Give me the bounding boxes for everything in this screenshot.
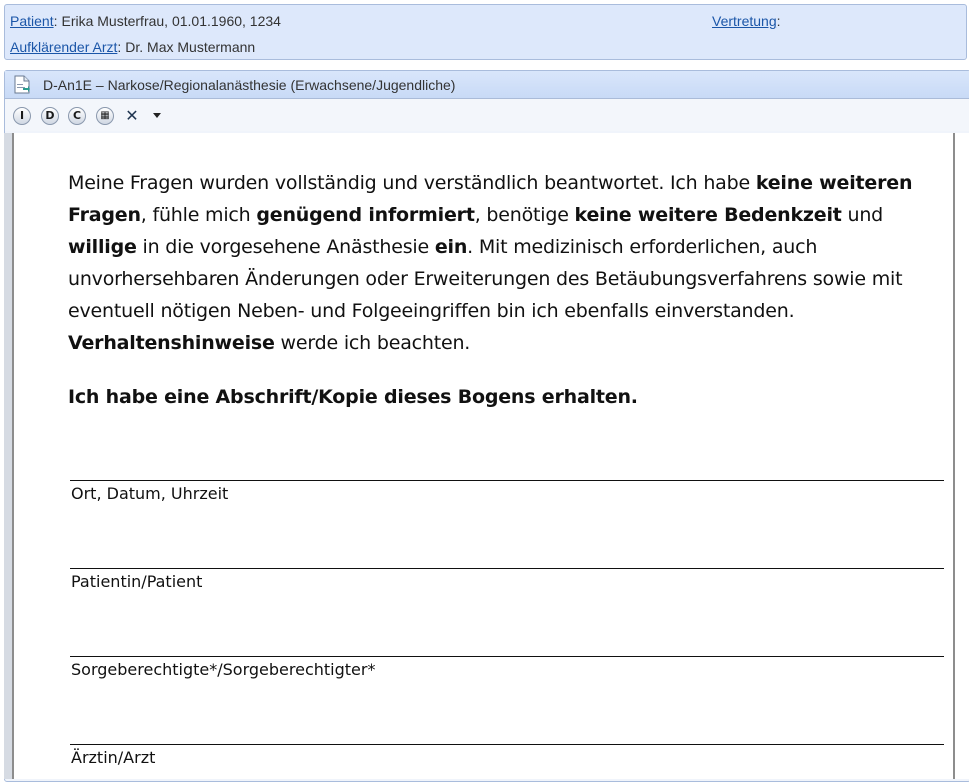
copy-received-statement: Ich habe eine Abschrift/Kopie dieses Bogens erhalten. (68, 386, 638, 408)
para-text-1: Meine Fragen wurden vollständig und verständlich beantwortet. Ich habe (68, 172, 756, 194)
vertretung-row (712, 13, 785, 29)
para-text-7: werde ich beachten. (274, 332, 471, 354)
document-toolbar (5, 99, 969, 131)
vertretung-link[interactable]: Vertretung (712, 13, 777, 29)
signature-line-patient[interactable] (70, 568, 944, 569)
signature-line-guardian[interactable] (70, 656, 944, 657)
arzt-separator: : (117, 39, 122, 55)
caret-down-icon[interactable] (153, 113, 161, 118)
patient-link[interactable]: Patient (10, 13, 54, 29)
c-icon[interactable]: C (68, 107, 86, 125)
para-bold-4: willige (68, 236, 137, 258)
para-text-3: , benötige (474, 204, 575, 226)
para-bold-3: keine weitere Bedenkzeit (574, 204, 842, 226)
document-icon (14, 75, 30, 94)
signature-line-physician[interactable] (70, 744, 944, 745)
para-bold-2: genügend informiert (256, 204, 475, 226)
signature-label-guardian: Sorgeberechtigte*/Sorgeberechtigter* (71, 660, 376, 679)
para-text-6: . Mit medizinisch erforderlichen, auch unvorhersehbaren Änderungen oder Erweiterungen des Betäubungsverfahrens sowie mit eventuell nötigen Neben- und Folgeeingriffen bin ich ebenfalls einverstanden. (68, 236, 903, 322)
signature-label-physician: Ärztin/Arzt (71, 748, 156, 767)
d-icon[interactable]: D (41, 107, 59, 125)
consent-paragraph (68, 167, 948, 359)
signature-label-place-date: Ort, Datum, Uhrzeit (71, 484, 229, 503)
vertretung-separator: : (776, 13, 781, 29)
signature-line-place-date[interactable] (70, 480, 944, 481)
document-titlebar (5, 71, 969, 99)
patient-separator: : (53, 13, 58, 29)
signature-label-patient: Patientin/Patient (71, 572, 203, 591)
arzt-link[interactable]: Aufklärender Arzt (10, 39, 118, 55)
para-bold-1: keine weiteren Fragen (68, 172, 913, 226)
patient-header (4, 4, 967, 60)
para-text-4: und (841, 204, 884, 226)
print-icon[interactable]: ▦ (96, 107, 114, 125)
close-icon[interactable]: ✕ (125, 106, 139, 125)
page-gutter (955, 133, 969, 779)
arzt-row (10, 39, 255, 55)
info-icon[interactable]: I (13, 107, 31, 125)
patient-row (10, 13, 281, 29)
para-bold-5: ein (434, 236, 468, 258)
arzt-value: Dr. Max Mustermann (125, 39, 256, 55)
para-text-5: in die vorgesehene Anästhesie (136, 236, 435, 258)
para-bold-6: Verhaltenshinweise (68, 332, 275, 354)
patient-value: Erika Musterfrau, 01.01.1960, 1234 (61, 13, 281, 29)
para-text-2: , fühle mich (140, 204, 257, 226)
document-title: D-An1E – Narkose/Regionalanästhesie (Erwachsene/Jugendliche) (43, 77, 456, 93)
page-shadow (4, 133, 12, 779)
